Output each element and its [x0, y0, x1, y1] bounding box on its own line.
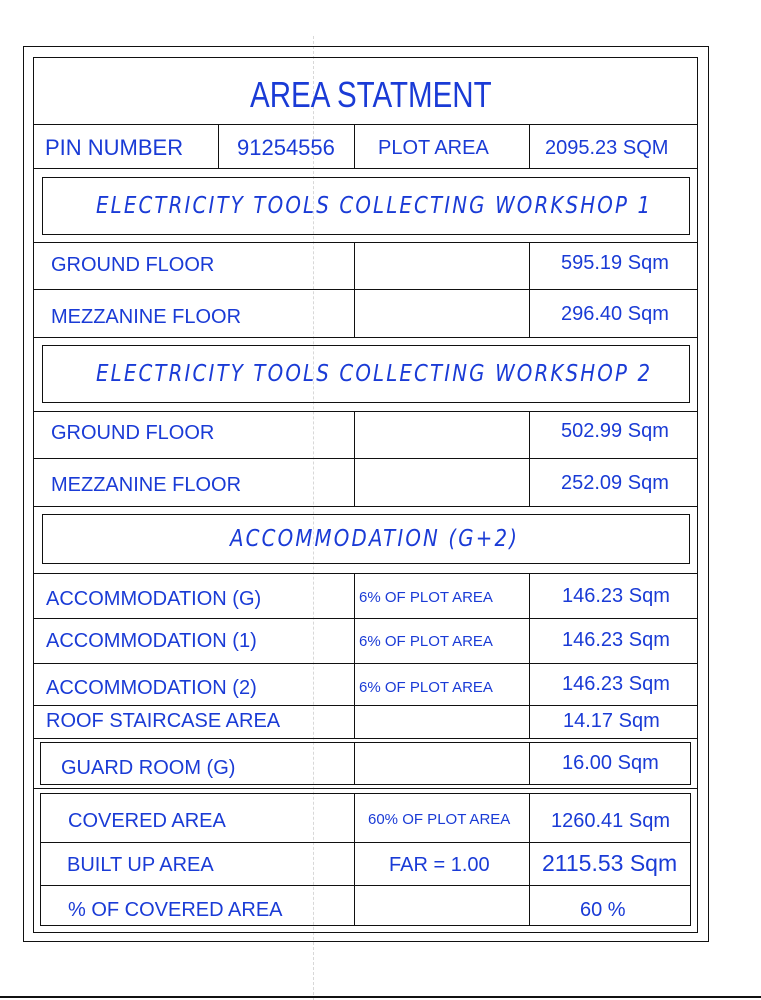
ws1-ground-floor-value: 595.19 Sqm [561, 252, 669, 274]
roof-staircase-label: ROOF STAIRCASE AREA [46, 710, 281, 732]
ws2-mezzanine-value: 252.09 Sqm [561, 472, 669, 494]
pin-number-label: PIN NUMBER [45, 135, 184, 160]
accommodation-2-note: 6% OF PLOT AREA [359, 679, 493, 696]
accommodation-g-note: 6% OF PLOT AREA [359, 589, 493, 606]
accommodation-g-value: 146.23 Sqm [562, 585, 670, 607]
accommodation-1-value: 146.23 Sqm [562, 629, 670, 651]
divider [33, 788, 698, 789]
ws1-mezzanine-value: 296.40 Sqm [561, 303, 669, 325]
divider [40, 842, 691, 843]
covered-area-label: COVERED AREA [68, 810, 226, 832]
covered-area-value: 1260.41 Sqm [551, 810, 670, 832]
divider [529, 124, 530, 168]
plot-area-label: PLOT AREA [378, 137, 489, 159]
divider [33, 242, 698, 243]
divider [33, 738, 698, 739]
divider [33, 573, 698, 574]
pin-number-value: 91254556 [237, 135, 335, 160]
table-title: AREA STATMENT [250, 74, 492, 115]
ws1-ground-floor-label: GROUND FLOOR [51, 254, 215, 276]
ws2-ground-floor-label: GROUND FLOOR [51, 422, 215, 444]
percent-covered-label: % OF COVERED AREA [68, 899, 283, 921]
divider [40, 885, 691, 886]
roof-staircase-value: 14.17 Sqm [563, 710, 660, 732]
divider [33, 705, 698, 706]
divider [33, 458, 698, 459]
workshop-2-heading: ELECTRICITY TOOLS COLLECTING WORKSHOP 2 [96, 361, 653, 387]
accommodation-g-label: ACCOMMODATION (G) [46, 588, 262, 610]
accommodation-heading: ACCOMMODATION (G+2) [230, 526, 520, 552]
guard-room-value: 16.00 Sqm [562, 752, 659, 774]
accommodation-2-label: ACCOMMODATION (2) [46, 677, 257, 699]
built-up-area-value: 2115.53 Sqm [542, 850, 678, 876]
accommodation-2-value: 146.23 Sqm [562, 673, 670, 695]
covered-area-note: 60% OF PLOT AREA [368, 811, 511, 828]
divider [33, 337, 698, 338]
percent-covered-value: 60 % [580, 899, 626, 921]
divider [529, 573, 530, 738]
divider [354, 124, 355, 168]
bottom-rule [0, 996, 761, 998]
accommodation-1-label: ACCOMMODATION (1) [46, 630, 257, 652]
divider [33, 289, 698, 290]
built-up-area-note: FAR = 1.00 [389, 854, 490, 876]
divider [33, 168, 698, 169]
divider [354, 793, 355, 926]
ws2-ground-floor-value: 502.99 Sqm [561, 420, 669, 442]
divider [33, 663, 698, 664]
ws1-mezzanine-label: MEZZANINE FLOOR [51, 306, 242, 328]
divider [529, 742, 530, 785]
divider [33, 506, 698, 507]
guard-room-label: GUARD ROOM (G) [61, 757, 236, 779]
plot-area-value: 2095.23 SQM [545, 137, 669, 159]
divider [354, 742, 355, 785]
divider [354, 573, 355, 738]
built-up-area-label: BUILT UP AREA [67, 854, 214, 876]
divider [33, 124, 698, 125]
divider [33, 411, 698, 412]
accommodation-1-note: 6% OF PLOT AREA [359, 633, 493, 650]
workshop-1-heading: ELECTRICITY TOOLS COLLECTING WORKSHOP 1 [96, 193, 653, 219]
divider [218, 124, 219, 168]
ws2-mezzanine-label: MEZZANINE FLOOR [51, 474, 242, 496]
divider [33, 618, 698, 619]
divider [529, 793, 530, 926]
